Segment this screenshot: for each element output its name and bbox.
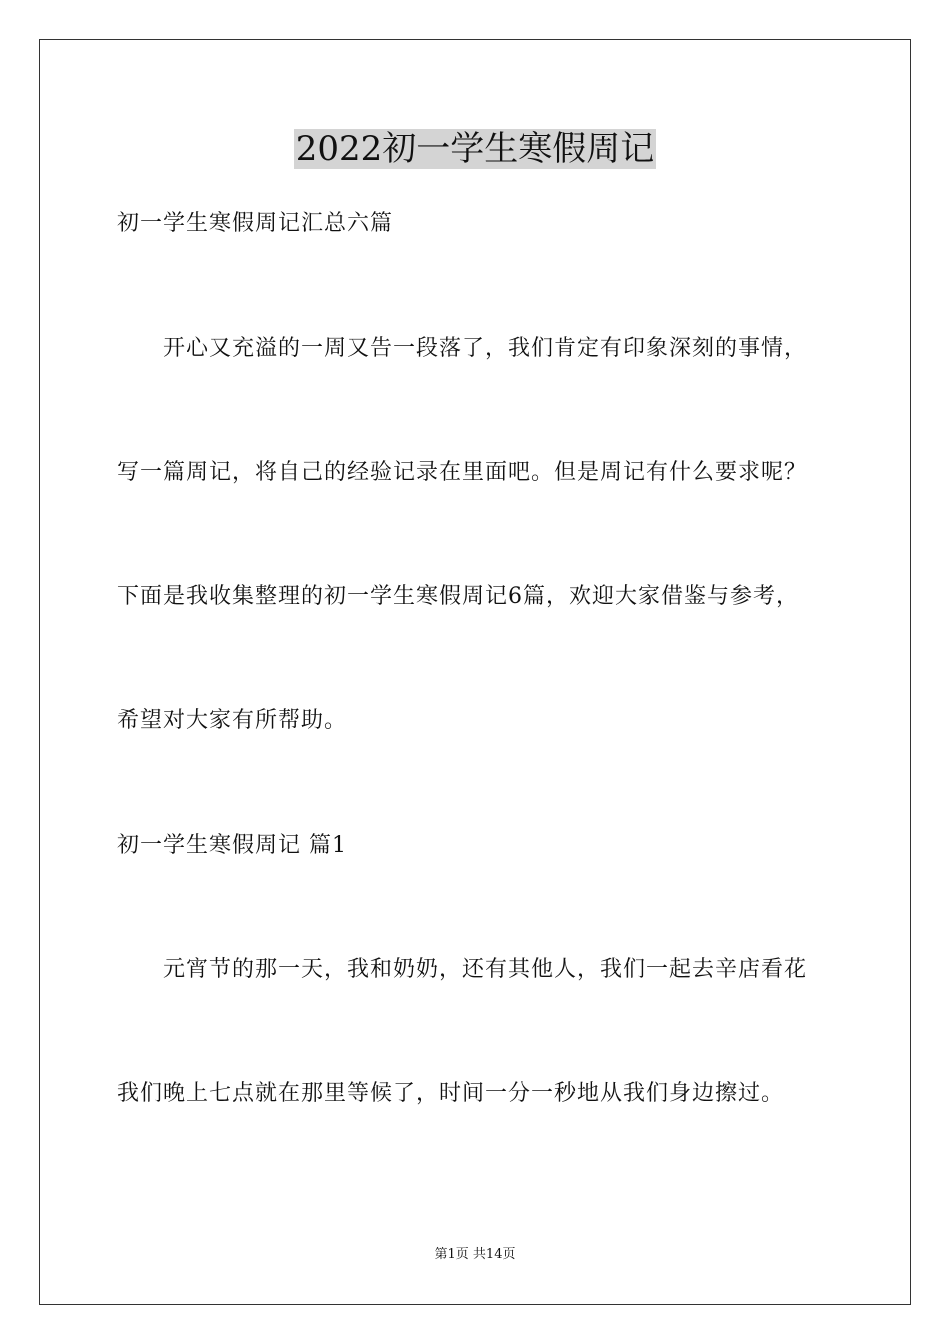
paragraph-line: 我们晚上七点就在那里等候了，时间一分一秒地从我们身边擦过。 — [117, 1081, 785, 1106]
page-footer: 第1页 共14页 — [434, 1247, 516, 1262]
paragraph-line: 写一篇周记，将自己的经验记录在里面吧。但是周记有什么要求呢？ — [117, 460, 808, 485]
paragraph-line: 下面是我收集整理的初一学生寒假周记6篇，欢迎大家借鉴与参考， — [117, 584, 799, 609]
paragraph-line: 希望对大家有所帮助。 — [117, 708, 348, 733]
paragraph-line: 元宵节的那一天，我和奶奶，还有其他人，我们一起去辛店看花 — [163, 957, 808, 982]
document-title — [0, 126, 950, 172]
document-title-text: 2022初一学生寒假周记 — [295, 129, 655, 169]
paragraph-line: 开心又充溢的一周又告一段落了，我们肯定有印象深刻的事情， — [163, 336, 808, 361]
subtitle-line: 初一学生寒假周记汇总六篇 — [117, 211, 394, 236]
section-heading: 初一学生寒假周记 篇1 — [117, 833, 347, 858]
